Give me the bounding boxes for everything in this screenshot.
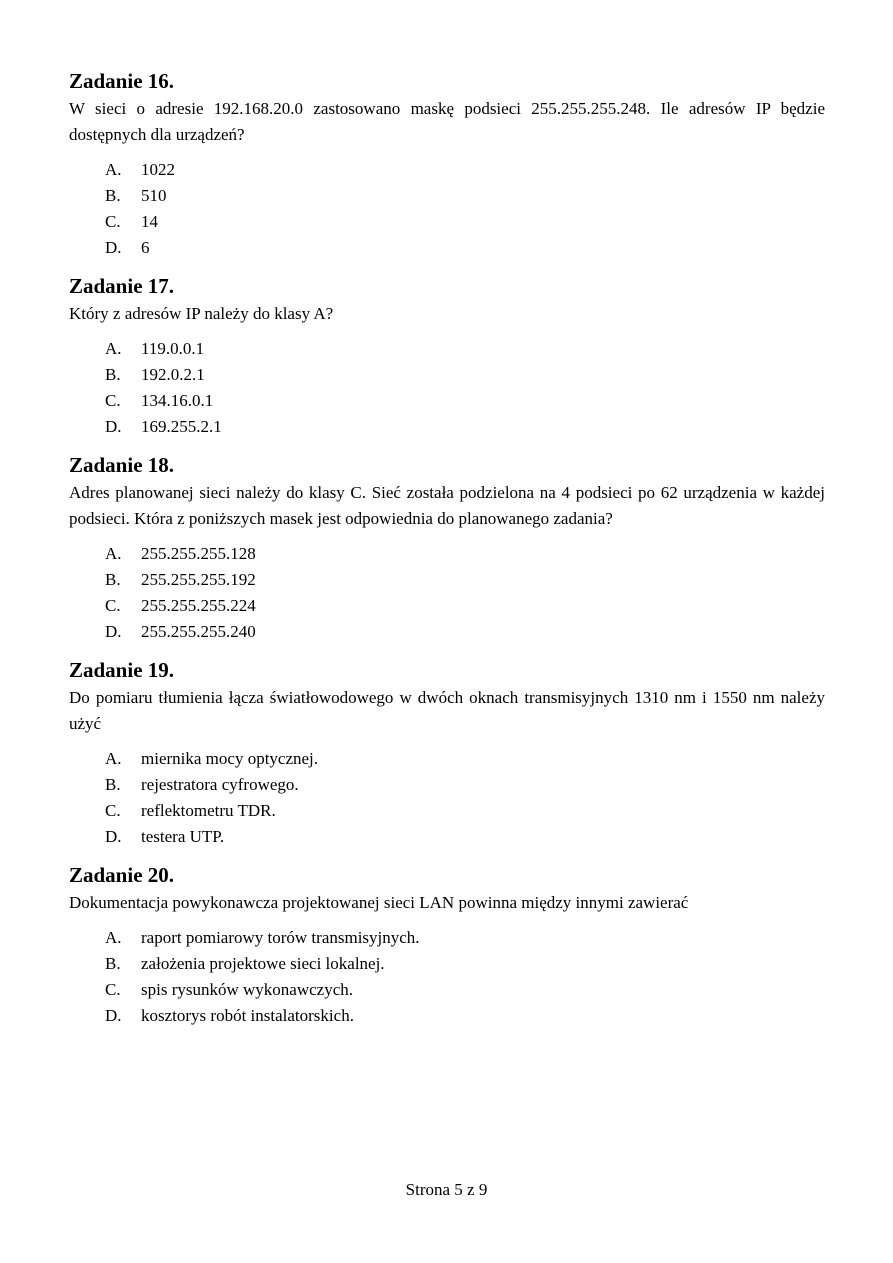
answer-text: miernika mocy optycznej.: [141, 749, 319, 768]
answer-option-c: [105, 977, 825, 1003]
answer-text: założenia projektowe sieci lokalnej.: [141, 954, 385, 973]
answer-option-d: [105, 414, 825, 440]
answer-option-a: [105, 925, 825, 951]
answer-text: testera UTP.: [141, 827, 225, 846]
answer-text: reflektometru TDR.: [141, 801, 276, 820]
task-title: Zadanie 17.: [69, 274, 175, 298]
answer-letter: D.: [105, 622, 122, 641]
answer-letter: A.: [105, 544, 122, 563]
answer-letter: C.: [105, 801, 121, 820]
answer-option-d: [105, 1003, 825, 1029]
answer-letter: D.: [105, 417, 122, 436]
answer-letter: A.: [105, 339, 122, 358]
answer-letter: B.: [105, 570, 121, 589]
task-20: [69, 860, 825, 1029]
answer-list: [69, 157, 825, 261]
answer-letter: C.: [105, 980, 121, 999]
answer-list: [69, 541, 825, 645]
task-question: Adres planowanej sieci należy do klasy C. Sieć została podzielona na 4 podsieci po 62 urządzenia w każdej podsieci. Która z poniższych masek jest odpowiednia do planowanego zadania?: [69, 483, 825, 528]
answer-text: spis rysunków wykonawczych.: [141, 980, 353, 999]
task-question: W sieci o adresie 192.168.20.0 zastosowano maskę podsieci 255.255.255.248. Ile adresów IP będzie dostępnych dla urządzeń?: [69, 99, 825, 144]
task-title: Zadanie 16.: [69, 69, 175, 93]
answer-text: 255.255.255.128: [141, 544, 256, 563]
answer-option-b: [105, 567, 825, 593]
answer-option-a: [105, 746, 825, 772]
task-title: Zadanie 20.: [69, 863, 175, 887]
answer-option-a: [105, 541, 825, 567]
answer-option-d: [105, 235, 825, 261]
answer-text: 1022: [141, 160, 175, 179]
answer-text: 255.255.255.240: [141, 622, 256, 641]
answer-list: [69, 925, 825, 1029]
answer-text: rejestratora cyfrowego.: [141, 775, 299, 794]
answer-text: 255.255.255.224: [141, 596, 256, 615]
answer-option-b: [105, 362, 825, 388]
document-page: [69, 66, 825, 1029]
answer-letter: D.: [105, 1006, 122, 1025]
task-question: Dokumentacja powykonawcza projektowanej sieci LAN powinna między innymi zawierać: [69, 893, 689, 912]
answer-text: 134.16.0.1: [141, 391, 214, 410]
answer-letter: A.: [105, 749, 122, 768]
answer-letter: B.: [105, 186, 121, 205]
answer-text: 119.0.0.1: [141, 339, 205, 358]
answer-letter: A.: [105, 928, 122, 947]
answer-text: raport pomiarowy torów transmisyjnych.: [141, 928, 420, 947]
task-question: Który z adresów IP należy do klasy A?: [69, 304, 334, 323]
answer-letter: B.: [105, 954, 121, 973]
task-question: Do pomiaru tłumienia łącza światłowodowego w dwóch oknach transmisyjnych 1310 nm i 1550 nm należy użyć: [69, 688, 825, 733]
task-18: [69, 450, 825, 645]
answer-letter: B.: [105, 365, 121, 384]
answer-option-d: [105, 619, 825, 645]
task-17: [69, 271, 825, 440]
answer-option-b: [105, 772, 825, 798]
answer-option-c: [105, 388, 825, 414]
task-16: [69, 66, 825, 261]
task-title: Zadanie 19.: [69, 658, 175, 682]
answer-option-c: [105, 798, 825, 824]
answer-text: 169.255.2.1: [141, 417, 222, 436]
answer-text: 510: [141, 186, 167, 205]
answer-letter: D.: [105, 238, 122, 257]
answer-option-c: [105, 593, 825, 619]
page-number: Strona 5 z 9: [405, 1180, 488, 1199]
answer-option-d: [105, 824, 825, 850]
answer-option-a: [105, 336, 825, 362]
answer-text: kosztorys robót instalatorskich.: [141, 1006, 354, 1025]
answer-option-b: [105, 183, 825, 209]
answer-letter: C.: [105, 391, 121, 410]
answer-letter: C.: [105, 596, 121, 615]
answer-letter: B.: [105, 775, 121, 794]
answer-option-c: [105, 209, 825, 235]
answer-list: [69, 336, 825, 440]
task-title: Zadanie 18.: [69, 453, 175, 477]
answer-text: 14: [141, 212, 158, 231]
answer-text: 192.0.2.1: [141, 365, 205, 384]
answer-option-a: [105, 157, 825, 183]
answer-option-b: [105, 951, 825, 977]
answer-letter: C.: [105, 212, 121, 231]
answer-letter: D.: [105, 827, 122, 846]
answer-letter: A.: [105, 160, 122, 179]
answer-text: 6: [141, 238, 150, 257]
answer-text: 255.255.255.192: [141, 570, 256, 589]
answer-list: [69, 746, 825, 850]
task-19: [69, 655, 825, 850]
